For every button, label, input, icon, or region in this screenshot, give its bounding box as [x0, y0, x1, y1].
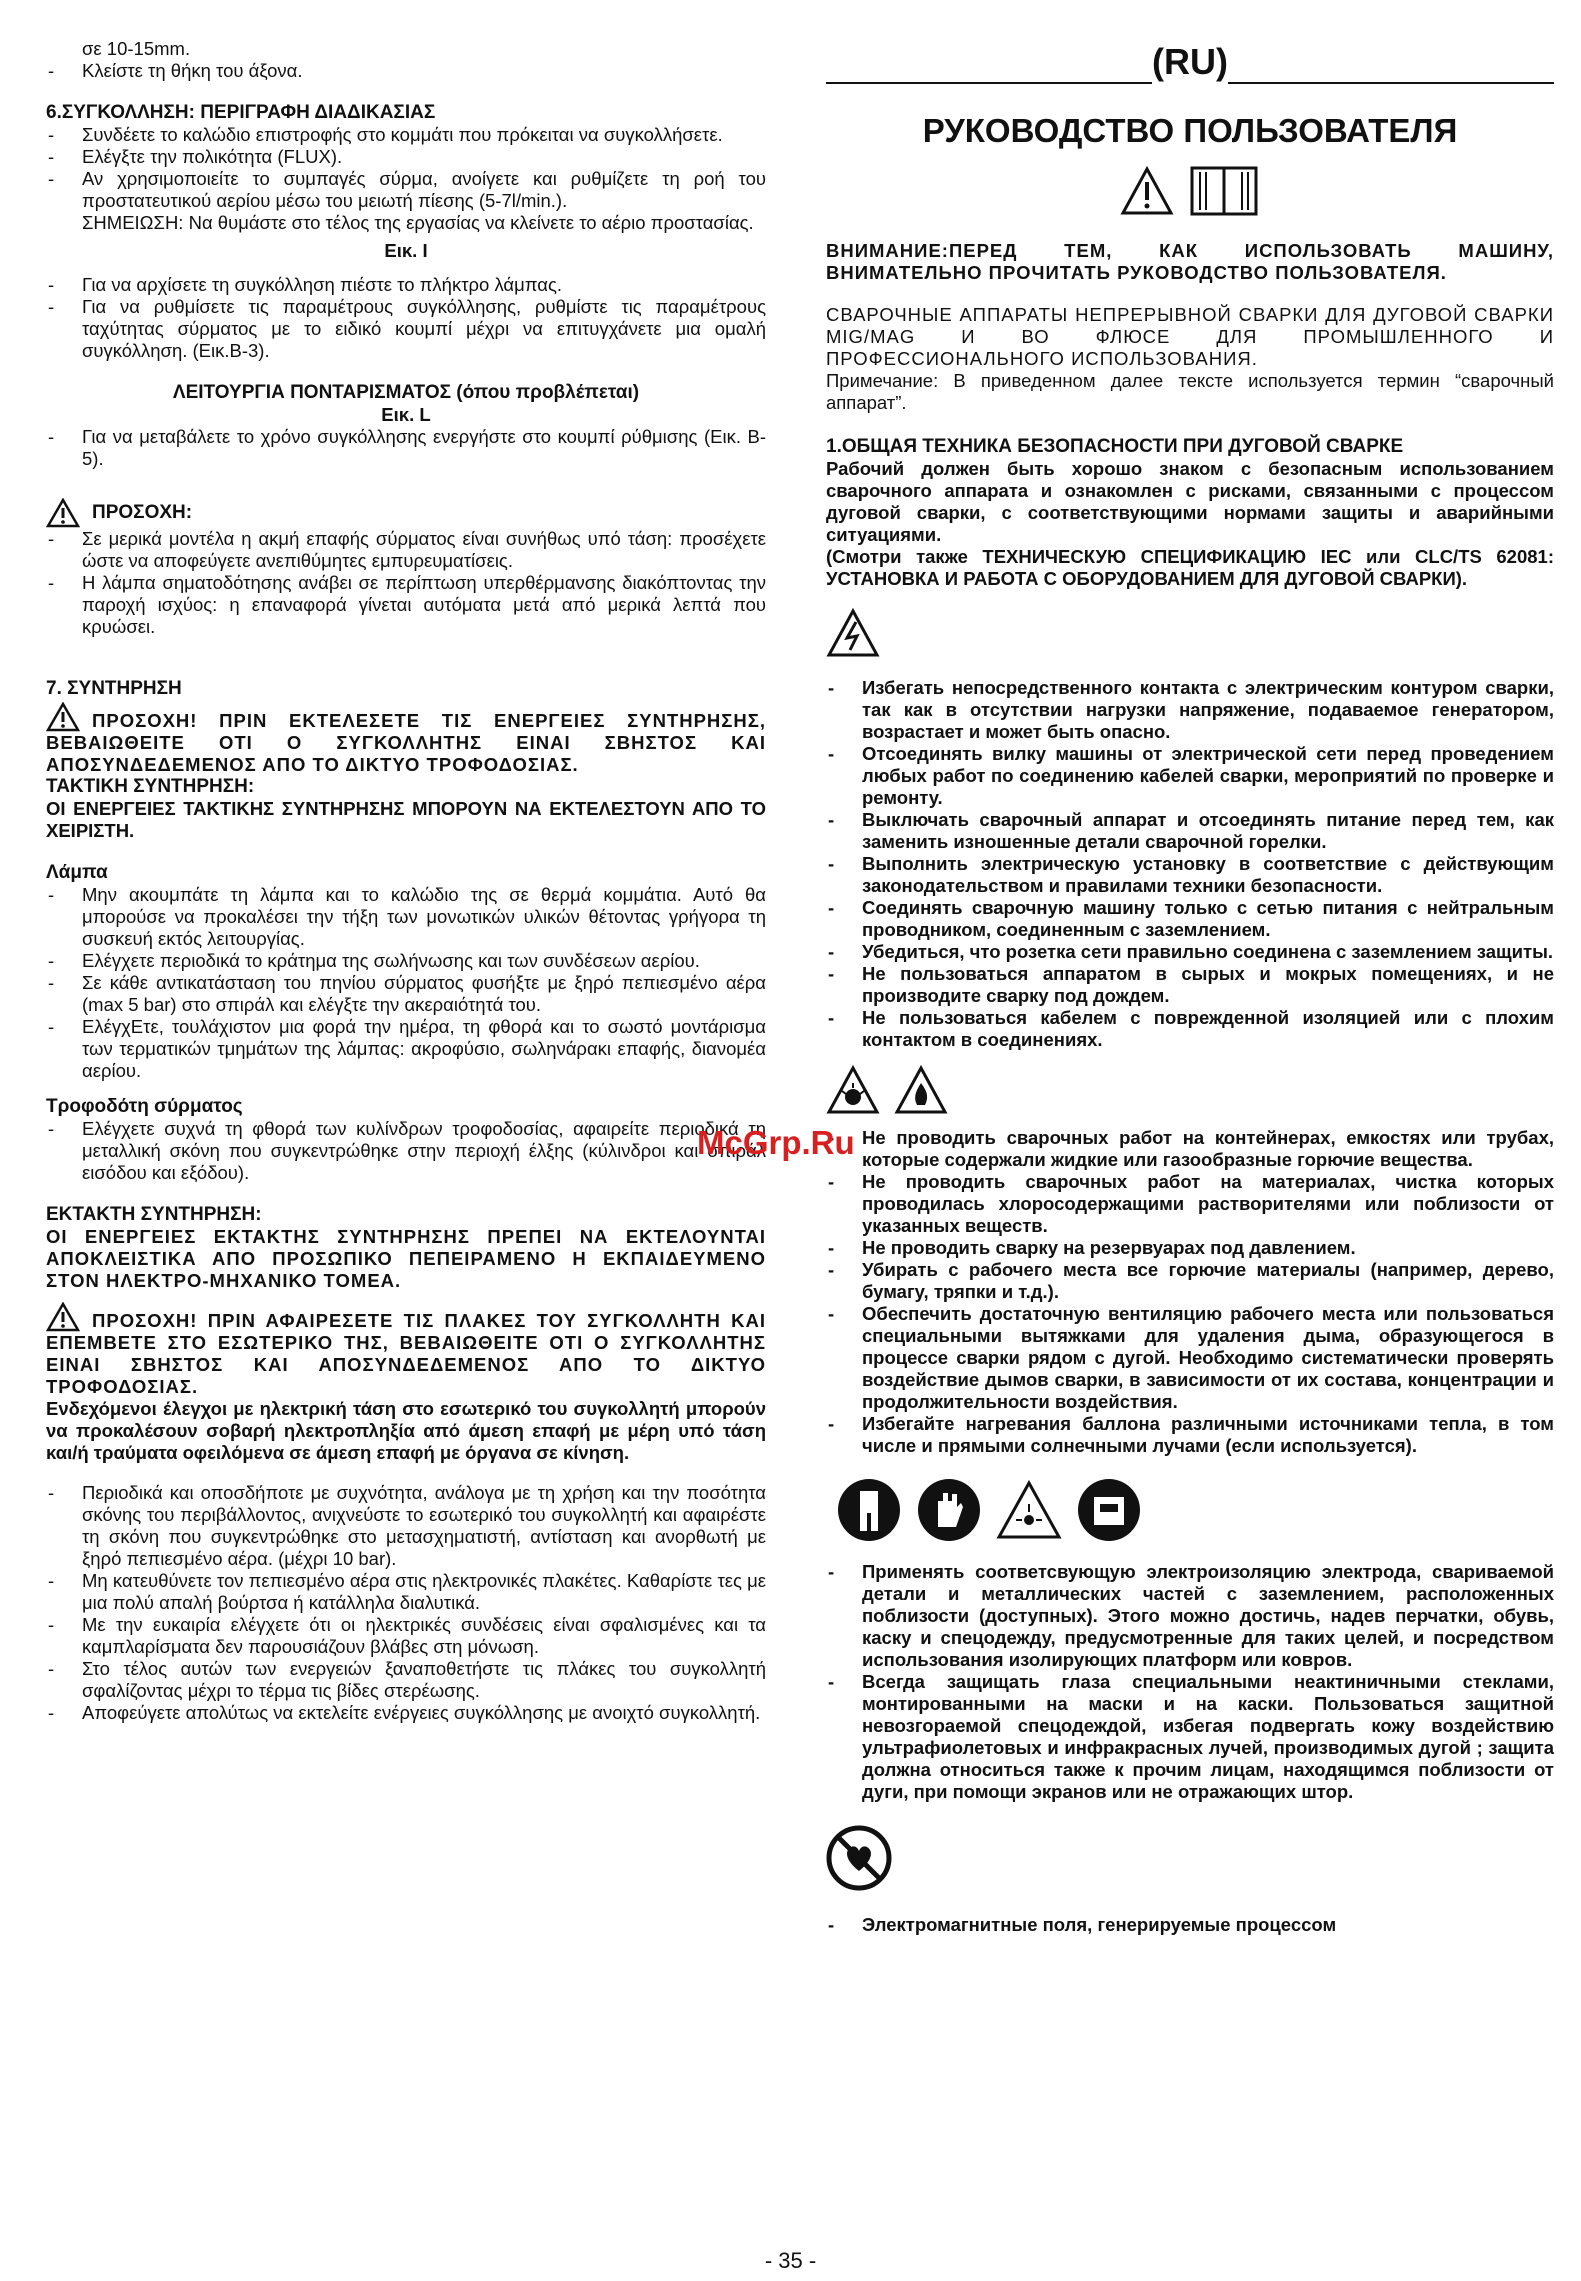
- header-rule-right: [1228, 48, 1554, 84]
- pacemaker-prohibited-icon: [826, 1825, 892, 1891]
- list-item: - Ελέγξτε την πολικότητα (FLUX).: [46, 146, 766, 168]
- maintenance-warning-text: ΠΡΟΣΟΧΗ! ΠΡΙΝ ΕΚΤΕΛΕΣΕΤΕ ΤΙΣ ΕΝΕΡΓΕΙΕΣ ΣΥΝΤΗΡΗΣΗΣ, ΒΕΒΑΙΩΘΕΙΤΕ ΟΤΙ Ο ΣΥΓΚΟΛΛΗΤΗΣ ΕΙΝΑΙ ΣΒΗΣΤΟΣ ΚΑΙ ΑΠΟΣΥΝΔΕΔΕΜΕΝΟΣ ΑΠΟ ΤΟ ΔΙΚΤΥΟ ΤΡΟΦΟΔΟΣΙΑΣ.: [46, 710, 766, 775]
- warning-triangle-icon: [46, 1302, 80, 1332]
- list-item: - Σε κάθε αντικατάσταση του πηνίου σύρματος φυσήξτε με ξηρό πεπιεσμένο αέρα (max 5 bar) στο σπιράλ και ελέγξτε την ακεραιότητά του.: [46, 972, 766, 1016]
- list-item: - Убирать с рабочего места все горючие материалы (например, дерево, бумагу, тряпки и т.д.).: [826, 1259, 1554, 1303]
- list-item: - Не пользоваться кабелем с поврежденной изоляцией или с плохим контактом в соединениях.: [826, 1007, 1554, 1051]
- list-item: - Στο τέλος αυτών των ενεργειών ξαναποθετήστε τις πλάκες του συγκολλητή σφαλίζοντας μέχρι το τέρμα τις βίδες στερέωσης.: [46, 1658, 766, 1702]
- panel-warning: [46, 1310, 766, 1398]
- ppe-list: [826, 1561, 1554, 1803]
- list-item: - Электромагнитные поля, генерируемые процессом: [826, 1914, 1554, 1936]
- intro-list: [46, 60, 766, 82]
- list-item: - Συνδέετε το καλώδιο επιστροφής στο κομμάτι που πρόκειται να συγκολλήσετε.: [46, 124, 766, 146]
- list-item: - Για να μεταβάλετε το χρόνο συγκόλλησης ενεργήστε στο κουμπί ρύθμισης (Εικ. B-5).: [46, 426, 766, 470]
- routine-text: ΟΙ ΕΝΕΡΓΕΙΕΣ ΤΑΚΤΙΚΗΣ ΣΥΝΤΗΡΗΣΗΣ ΜΠΟΡΟΥΝ ΝΑ ΕΚΤΕΛΕΣΤΟΥΝ ΑΠΟ ΤΟ ΧΕΙΡΙΣΤΗ.: [46, 798, 766, 841]
- attention-text: ВНИМАНИЕ:ПЕРЕД ТЕМ, КАК ИСПОЛЬЗОВАТЬ МАШИНУ, ВНИМАТЕЛЬНО ПРОЧИТАТЬ РУКОВОДСТВО ПОЛЬЗОВАТЕЛЯ.: [826, 240, 1554, 283]
- section-6-list-2: [46, 274, 766, 362]
- welding-mask-icon: [1076, 1477, 1142, 1543]
- watermark: McGrp.Ru: [697, 1124, 855, 1161]
- list-item: - Отсоединять вилку машины от электрической сети перед проведением любых работ по соединению кабелей сварки, мероприятий по проверке и ремонту.: [826, 743, 1554, 809]
- section-1-text: Рабочий должен быть хорошо знаком с безопасным использованием сварочного аппарата и ознакомлен с рисками, связанными с процессом дуговой сварки, с соответствующими нормами защиты и аварийными ситуациями.: [826, 458, 1554, 545]
- figure-i-label: Εικ. I: [384, 240, 428, 261]
- list-item: - Избегать непосредственного контакта с электрическим контуром сварки, так как в отсутствии нагрузки напряжение, подаваемое генератором, возрастает и может быть опасно.: [826, 677, 1554, 743]
- caution-title: ΠΡΟΣΟΧΗ:: [92, 502, 193, 523]
- explosion-hazard-icon: [826, 1065, 880, 1115]
- header-rule-left: [826, 48, 1152, 84]
- list-item: - Выключать сварочный аппарат и отсоединять питание перед тем, как заменить изношенные детали сварочной горелки.: [826, 809, 1554, 853]
- pacemaker-icon-box: [826, 1825, 1554, 1896]
- feeder-list: [46, 1118, 766, 1184]
- fire-hazard-icons: [826, 1065, 1554, 1115]
- panel-text: Ενδεχόμενοι έλεγχοι με ηλεκτρική τάση στο εσωτερικό του συγκολλητή μπορούν να προκαλέσουν σοβαρή ηλεκτροπληξία από άμεση επαφή με μέρη υπό τάση και/ή τραύματα οφειλόμενα σε άμεση επαφή με όργανα σε κίνηση.: [46, 1398, 766, 1463]
- spot-title: ΛΕΙΤΟΥΡΓΙΑ ΠΟΝΤΑΡΙΣΜΑΤΟΣ (όπου προβλέπεται): [172, 382, 640, 403]
- ppe-item-2-continued: Пользоваться защитной невозгораемой спецодеждой, избегая подвергать кожу воздействию ультрафиолетовых и инфракрасных лучей, производимых дугой ; защита должна относиться также к прочим лицам, находящимся поблизости от дуги, при помощи экранов или не отражающих штор.: [862, 1693, 1554, 1802]
- list-item: [826, 1561, 1554, 1671]
- ppe-icons: [836, 1477, 1554, 1543]
- list-item: - Μην ακουμπάτε τη λάμπα και το καλώδιο της σε θερμά κομμάτια. Αυτό θα μπορούσε να προκαλέσει την τήξη των μονωτικών υλικών θέτοντας γρήγορα τη συσκευή εκτός λειτουργίας.: [46, 884, 766, 950]
- read-manual-book-icon: [1188, 164, 1260, 218]
- protective-gloves-icon: [916, 1477, 982, 1543]
- spot-list: [46, 426, 766, 470]
- feeder-title: Τροφοδότη σύρματος: [46, 1096, 243, 1117]
- list-item: [826, 1671, 1554, 1803]
- warning-triangle-icon: [1120, 166, 1174, 216]
- extra-title: ΕΚΤΑΚΤΗ ΣΥΝΤΗΡΗΣΗ:: [46, 1204, 262, 1225]
- protective-clothing-icon: [836, 1477, 902, 1543]
- ppe-item-1: Применять соответсвующую электроизоляцию электрода, свариваемой детали и металлических частей с заземлением, расположенных поблизости (доступных).: [862, 1561, 1554, 1626]
- panel-warning-text: ΠΡΟΣΟΧΗ! ΠΡΙΝ ΑΦΑΙΡΕΣΕΤΕ ΤΙΣ ΠΛΑΚΕΣ ΤΟΥ ΣΥΓΚΟΛΛΗΤΗ ΚΑΙ ΕΠΕΜΒΕΤΕ ΣΤΟ ΕΣΩΤΕΡΙΚΟ ΤΗΣ, ΒΕΒΑΙΩΘΕΙΤΕ ΟΤΙ Ο ΣΥΓΚΟΛΛΗΤΗΣ ΕΙΝΑΙ ΣΒΗΣΤΟΣ ΚΑΙ ΑΠΟΣΥΝΔΕΔΕΜΕΝΟΣ ΑΠΟ ΤΟ ΔΙΚΤΥΟ ΤΡΟΦΟΔΟΣΙΑΣ.: [46, 1310, 766, 1397]
- page-number: - 35 -: [764, 2248, 817, 2273]
- list-item: - ΕλέγχΕτε, τουλάχιστον μια φορά την ημέρα, τη φθορά και το σωστό μοντάρισμα των τερματικών τμημάτων της λάμπας: ακροφύσιο, σωληνάρακι επαφής, διανομέα αερίου.: [46, 1016, 766, 1082]
- final-list: [46, 1482, 766, 1724]
- list-item: - Αποφεύγετε απολύτως να εκτελείτε ενέργειες συγκόλλησης με ανοιχτό συγκολλητή.: [46, 1702, 766, 1724]
- list-item: - Обеспечить достаточную вентиляцию рабочего места или пользоваться специальными вытяжками для удаления дыма, образующегося в процессе сварки рядом с дугой. Необходимо систематически проверять воздействие дымов сварки, в зависимости от их состава, концентрации и продолжительности воздействия.: [826, 1303, 1554, 1413]
- greek-column: [46, 38, 766, 1724]
- list-item: - Κλείστε τη θήκη του άξονα.: [46, 60, 766, 82]
- torch-title: Λάμπα: [46, 862, 108, 883]
- list-item: - Ελέγχετε περιοδικά το κράτημα της σωλήνωσης και των συνδέσεων αερίου.: [46, 950, 766, 972]
- section-6-title: 6.ΣΥΓΚΟΛΛΗΣΗ: ΠΕΡΙΓΡΑΦΗ ΔΙΑΔΙΚΑΣΙΑΣ: [46, 102, 436, 123]
- description-text: СВАРОЧНЫЕ АППАРАТЫ НЕПРЕРЫВНОЙ СВАРКИ ДЛЯ ДУГОВОЙ СВАРКИ MIG/MAG И ВО ФЛЮСЕ ДЛЯ ПРОМЫШЛЕННОГО И ПРОФЕССИОНАЛЬНОГО ИСПОЛЬЗОВАНИЯ.: [826, 304, 1554, 369]
- list-item: - Η λάμπα σηματοδότησης ανάβει σε περίπτωση υπερθέρμανσης διακόπτοντας την παροχή ισχύος: η επαναφορά γίνεται αυτόματα μετά από μερικά λεπτά που κρυώσει.: [46, 572, 766, 638]
- list-item: - Не проводить сварку на резервуарах под давлением.: [826, 1237, 1554, 1259]
- fire-safety-list: [826, 1127, 1554, 1457]
- list-item: - Убедиться, что розетка сети правильно соединена с заземлением защиты.: [826, 941, 1554, 963]
- list-item: - Για να ρυθμίσετε τις παραμέτρους συγκόλλησης, ρυθμίστε τις παραμέτρους ταχύτητας σύρματος με το ειδικό κουμπί μέχρι να επιτυγχάνετε μια ομαλή συγκόλληση. (Εικ.B-3).: [46, 296, 766, 362]
- electric-shock-hazard-icon: [826, 608, 880, 658]
- list-item: - Ελέγχετε συχνά τη φθορά των κυλίνδρων τροφοδοσίας, αφαιρείτε περιοδικά τη μεταλλική σκόνη που συγκεντρώθηκε στην περιοχή έλξης (κύλινδροι και σπιράλ εισόδου και εξόδου).: [46, 1118, 766, 1184]
- list-item: - Не проводить сварочных работ на материалах, чистка которых проводилась хлоросодержащими растворителями или поблизости от указанных веществ.: [826, 1171, 1554, 1237]
- list-item: - Не проводить сварочных работ на контейнерах, емкостях или трубах, которые содержали жидкие или газообразные горючие вещества.: [826, 1127, 1554, 1171]
- section-1-reference: (Смотри также ТЕХНИЧЕСКУЮ СПЕЦИФИКАЦИЮ IEC или CLC/TS 62081: УСТАНОВКА И РАБОТА С ОБОРУДОВАНИЕМ ДЛЯ ДУГОВОЙ СВАРКИ).: [826, 546, 1554, 589]
- list-item: - Выполнить электрическую установку в соответствие с действующим законодательством и правилами техники безопасности.: [826, 853, 1554, 897]
- electric-hazard-icon-box: [826, 608, 1554, 663]
- caution-heading: [46, 498, 766, 528]
- list-item: - Соединять сварочную машину только с сетью питания с нейтральным проводником, соединенным с заземлением.: [826, 897, 1554, 941]
- list-item: - Με την ευκαιρία ελέγχετε ότι οι ηλεκτρικές συνδέσεις είναι σφαλισμένες και τα καμπλαρίσματα δεν παρουσιάζουν βλάβες στη μόνωση.: [46, 1614, 766, 1658]
- torch-list: [46, 884, 766, 1082]
- language-code: (RU): [1152, 41, 1228, 82]
- extra-text: ΟΙ ΕΝΕΡΓΕΙΕΣ ΕΚΤΑΚΤΗΣ ΣΥΝΤΗΡΗΣΗΣ ΠΡΕΠΕΙ ΝΑ ΕΚΤΕΛΟΥΝΤΑΙ ΑΠΟΚΛΕΙΣΤΙΚΑ ΑΠΟ ΠΡΟΣΩΠΙΚΟ ΠΕΠΕΙΡΑΜΕΝΟ Η ΕΚΠΑΙΔΕΥΜΕΝΟ ΣΤΟΝ ΗΛΕΚΤΡΟ-ΜΗΧΑΝΙΚΟ ΤΟΜΕΑ.: [46, 1226, 766, 1291]
- routine-title: ΤΑΚΤΙΚΗ ΣΥΝΤΗΡΗΣΗ:: [46, 776, 255, 797]
- warning-triangle-icon: [46, 702, 80, 732]
- language-header: [826, 40, 1554, 84]
- figure-l-label: Εικ. L: [381, 404, 431, 425]
- section-1-title: 1.ОБЩАЯ ТЕХНИКА БЕЗОПАСНОСТИ ПРИ ДУГОВОЙ СВАРКЕ: [826, 436, 1404, 457]
- ppe-item-2: Всегда защищать глаза специальными неактиничными стеклами, монтированными на маски и на каски.: [862, 1671, 1554, 1714]
- list-item: - Για να αρχίσετε τη συγκόλληση πιέστε το πλήκτρο λάμπας.: [46, 274, 766, 296]
- intro-line-1: σε 10-15mm.: [82, 38, 191, 59]
- radiation-hazard-icon: [996, 1480, 1062, 1540]
- manual-icons: [826, 164, 1554, 218]
- page-title: РУКОВОДСТВО ПОЛЬЗОВАТЕЛЯ: [922, 112, 1458, 149]
- russian-column: [826, 40, 1554, 1936]
- maintenance-warning: [46, 710, 766, 776]
- list-item: - Περιοδικά και οποσδήποτε με συχνότητα, ανάλογα με τη χρήση και την ποσότητα σκόνης του περιβάλλοντος, ανιχνεύστε το εσωτερικό του συγκολλητή και αφαιρέστε τη σκόνη που συγκεντρώθηκε στο μετασχηματιστή, αντίσταση και ανορθωτή με ξηρό πεπιεσμένο αέρα. (μέχρι 10 bar).: [46, 1482, 766, 1570]
- list-item: - Μη κατευθύνετε τον πεπιεσμένο αέρα στις ηλεκτρονικές πλακέτες. Καθαρίστε τες με μια πολύ απαλή βούρτσα ή κατάλληλα διαλυτικά.: [46, 1570, 766, 1614]
- emf-list: [826, 1914, 1554, 1936]
- list-item: - Αν χρησιμοποιείτε το συμπαγές σύρμα, ανοίγετε και ρυθμίζετε τη ροή του προστατευτικού αερίου μέσω του μειωτή πίεσης (5-7l/min.).: [46, 168, 766, 212]
- list-item: - Σε μερικά μοντέλα η ακμή επαφής σύρματος είναι συνήθως υπό τάση: προσέχετε ώστε να αποφεύγετε ανεπιθύμητες εμπυρευματίσεις.: [46, 528, 766, 572]
- section-7-title: 7. ΣΥΝΤΗΡΗΣΗ: [46, 678, 182, 699]
- fire-hazard-icon: [894, 1065, 948, 1115]
- note-text: Примечание: В приведенном далее тексте используется термин “сварочный аппарат”.: [826, 370, 1554, 413]
- warning-triangle-icon: [46, 498, 80, 528]
- section-6-note: ΣΗΜΕΙΩΣΗ: Να θυμάστε στο τέλος της εργασίας να κλείνετε το αέριο προστασίας.: [82, 212, 754, 233]
- caution-list: [46, 528, 766, 638]
- list-item: - Избегайте нагревания баллона различными источниками тепла, в том числе и прямыми солнечными лучами (если используется).: [826, 1413, 1554, 1457]
- list-item: - Не пользоваться аппаратом в сырых и мокрых помещениях, и не производите сварку под дождем.: [826, 963, 1554, 1007]
- section-6-list: [46, 124, 766, 212]
- electrical-safety-list: [826, 677, 1554, 1051]
- ppe-item-1-continued: Этого можно достичь, надев перчатки, обувь, каску и спецодежду, предусмотренные для таких целей, и посредством использования изолирующих платформ или ковров.: [862, 1605, 1555, 1670]
